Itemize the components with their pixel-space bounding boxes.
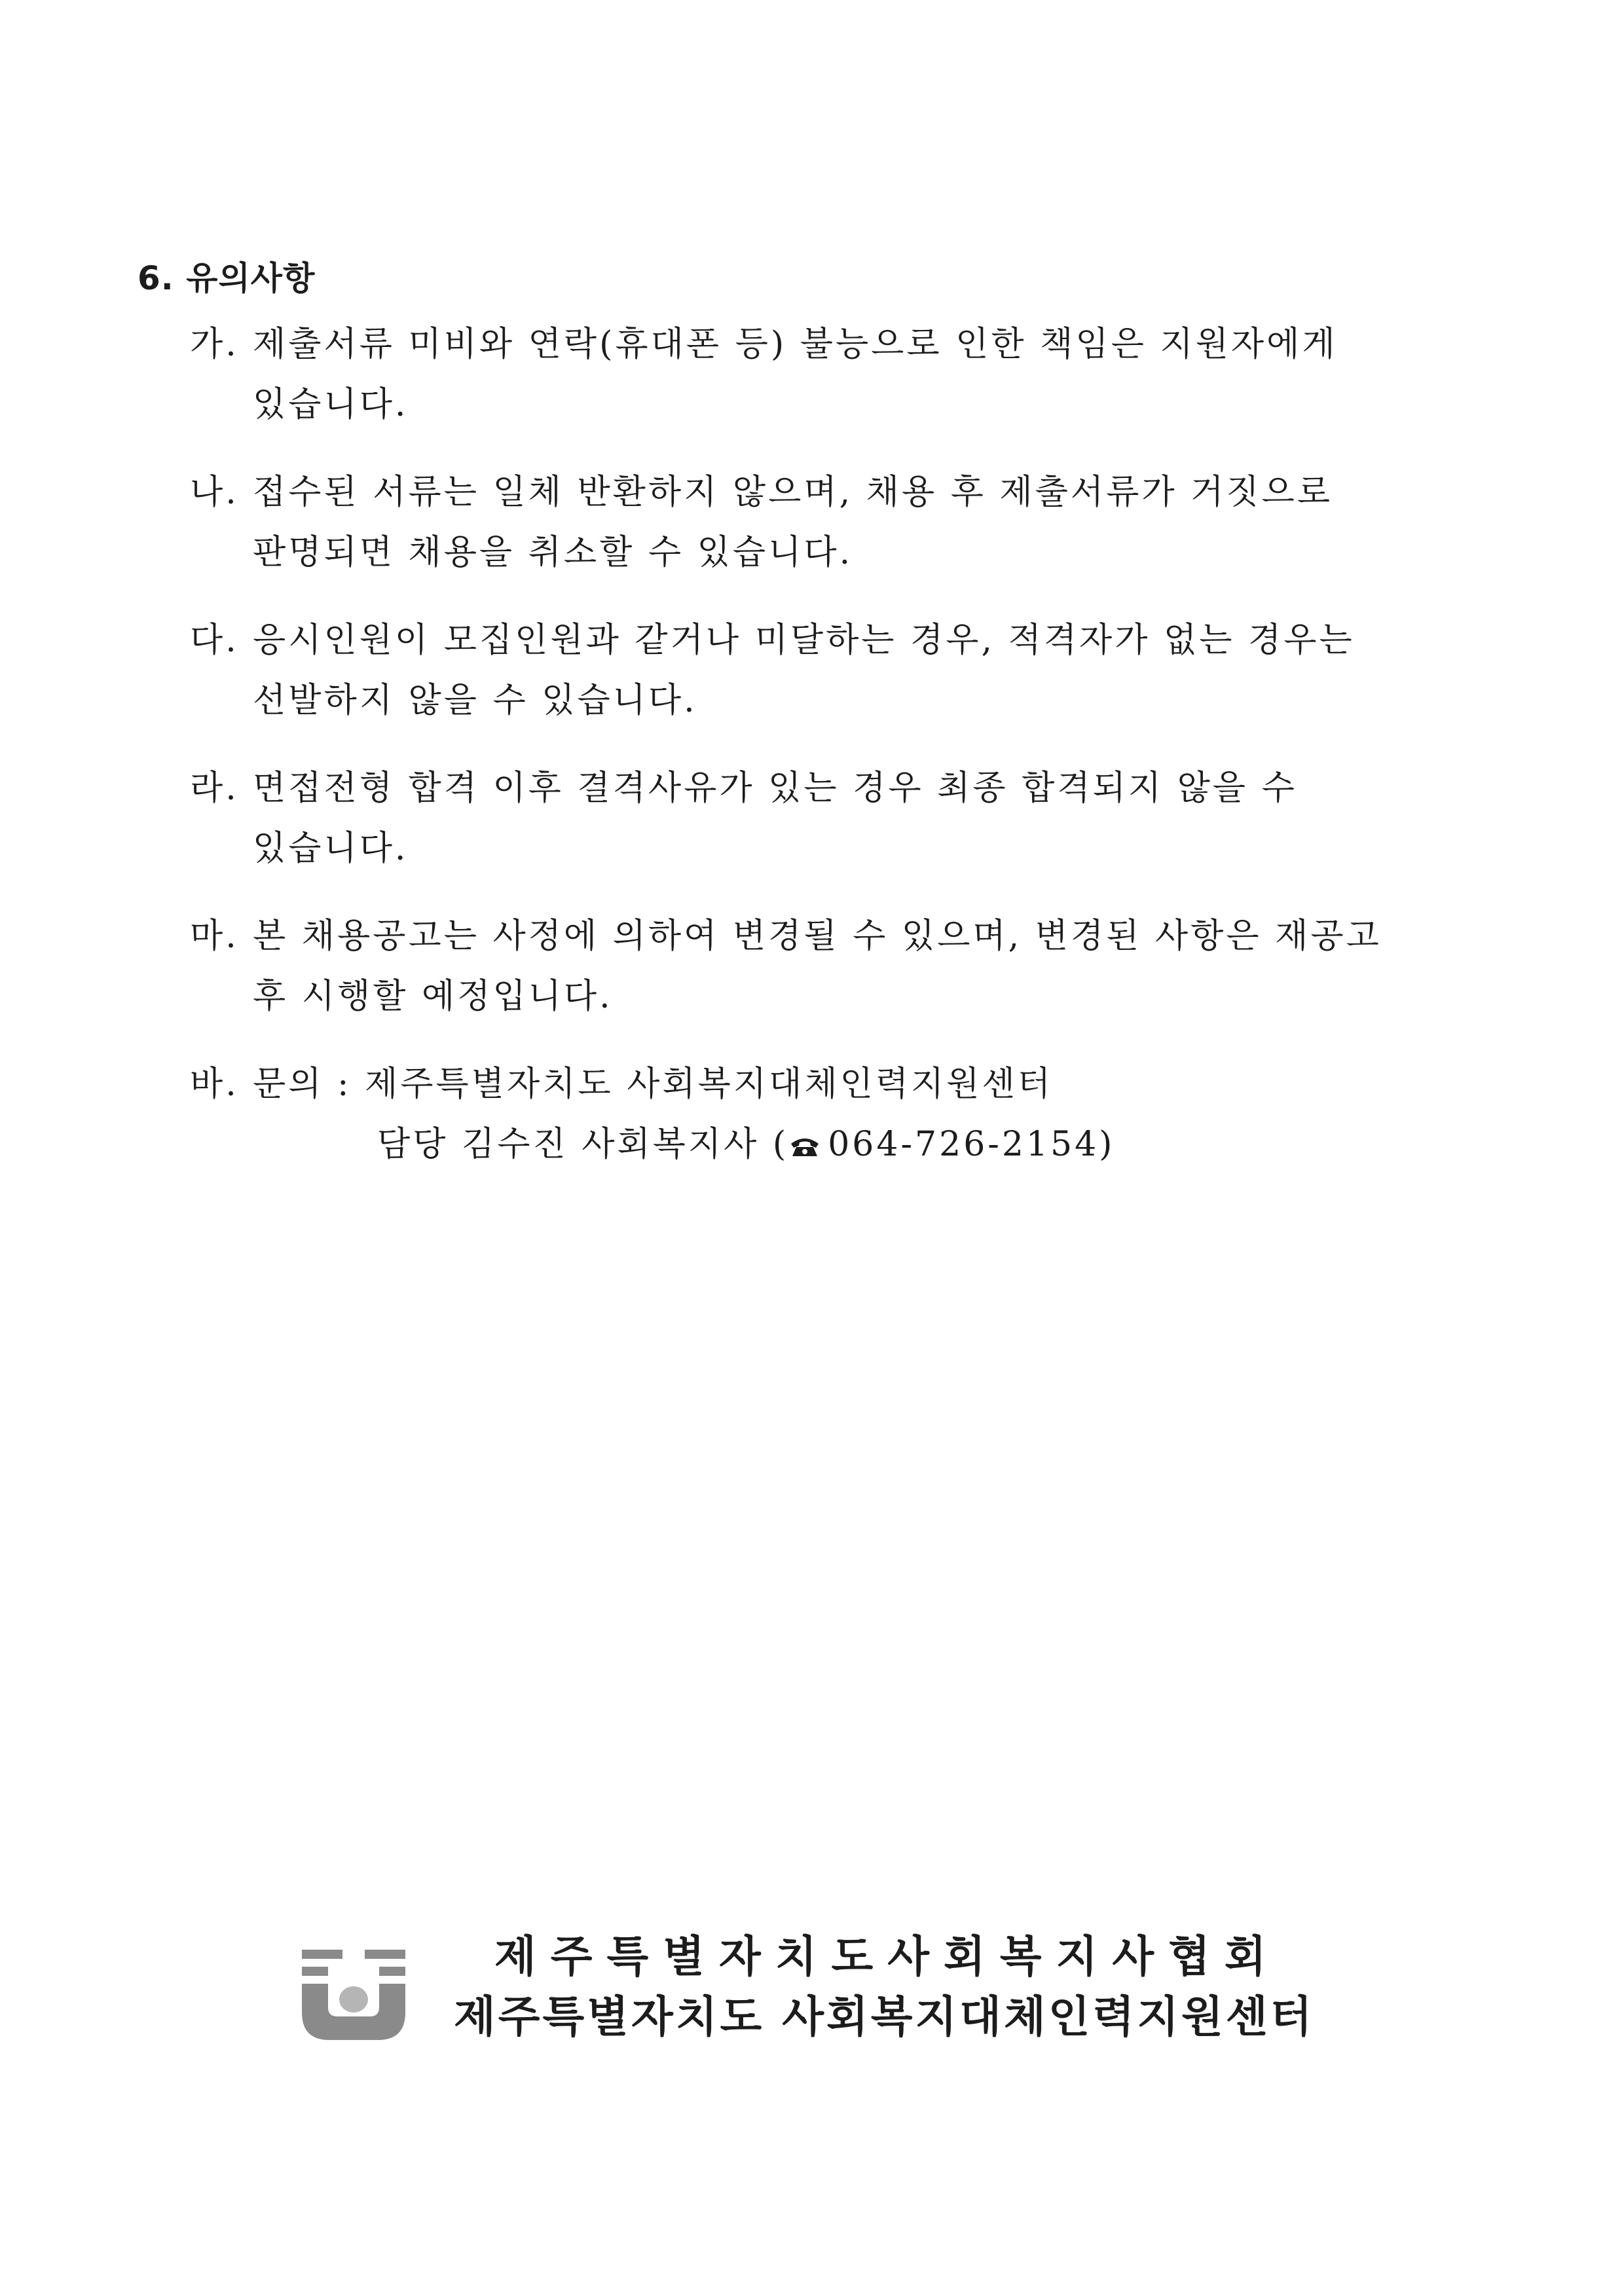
note-text: 면접전형 합격 이후 결격사유가 있는 경우 최종 합격되지 않을 수: [253, 769, 1297, 808]
note-text: 응시인원이 모집인원과 같거나 미달하는 경우, 적격자가 없는 경우는: [253, 621, 1355, 660]
note-item-na: [190, 462, 1532, 583]
inquiry-label: 문의 :: [253, 1065, 352, 1104]
note-text-continued: 선발하지 않을 수 있습니다.: [253, 681, 697, 720]
note-item-ra: [190, 758, 1532, 879]
inquiry-org: 제주특별자치도 사회복지대체인력지원센터: [365, 1065, 1053, 1104]
inquiry-line: [190, 1054, 1532, 1114]
note-text: 본 채용공고는 사정에 의하여 변경될 수 있으며, 변경된 사항은 재공고: [253, 917, 1382, 956]
note-line: [190, 906, 1532, 966]
note-item-ga: [190, 314, 1532, 435]
inquiry-person: 담당 김수진 사회복지사 (: [377, 1125, 789, 1164]
inquiry-phone: 064-726-2154): [828, 1125, 1115, 1164]
note-marker: 가.: [190, 325, 239, 364]
note-line: [190, 462, 1532, 522]
note-line: [190, 610, 1532, 670]
note-marker: 다.: [190, 621, 239, 660]
section-title: 6. 유의사항: [138, 259, 316, 297]
note-text-continued: 판명되면 채용을 취소할 수 있습니다.: [253, 533, 853, 572]
note-line: [190, 758, 1532, 818]
note-item-da: [190, 610, 1532, 731]
note-text: 제출서류 미비와 연락(휴대폰 등) 불능으로 인한 책임은 지원자에게: [253, 325, 1338, 364]
note-text-continued: 있습니다.: [253, 829, 409, 868]
note-text-continued: 있습니다.: [253, 385, 409, 424]
phone-icon: [788, 1135, 821, 1158]
org-name-main: 제주특별자치도사회복지사협회: [494, 1931, 1281, 1982]
note-marker: 마.: [190, 917, 239, 956]
note-marker: 라.: [190, 769, 239, 808]
org-name-sub: 제주특별자치도 사회복지대체인력지원센터: [454, 1992, 1315, 2042]
note-text: 접수된 서류는 일체 반환하지 않으며, 채용 후 제출서류가 거짓으로: [253, 473, 1333, 512]
note-marker: 나.: [190, 473, 239, 512]
inquiry-contact-line: [190, 1114, 1532, 1175]
note-item-ba-inquiry: [190, 1054, 1532, 1175]
association-logo-icon: [298, 1944, 409, 2043]
note-text-continued: 후 시행할 예정입니다.: [253, 977, 613, 1016]
note-marker: 바.: [190, 1065, 239, 1104]
note-line: [190, 314, 1532, 374]
note-item-ma: [190, 906, 1532, 1027]
notes-list: [190, 314, 1532, 1202]
footer: [298, 1922, 1346, 2052]
